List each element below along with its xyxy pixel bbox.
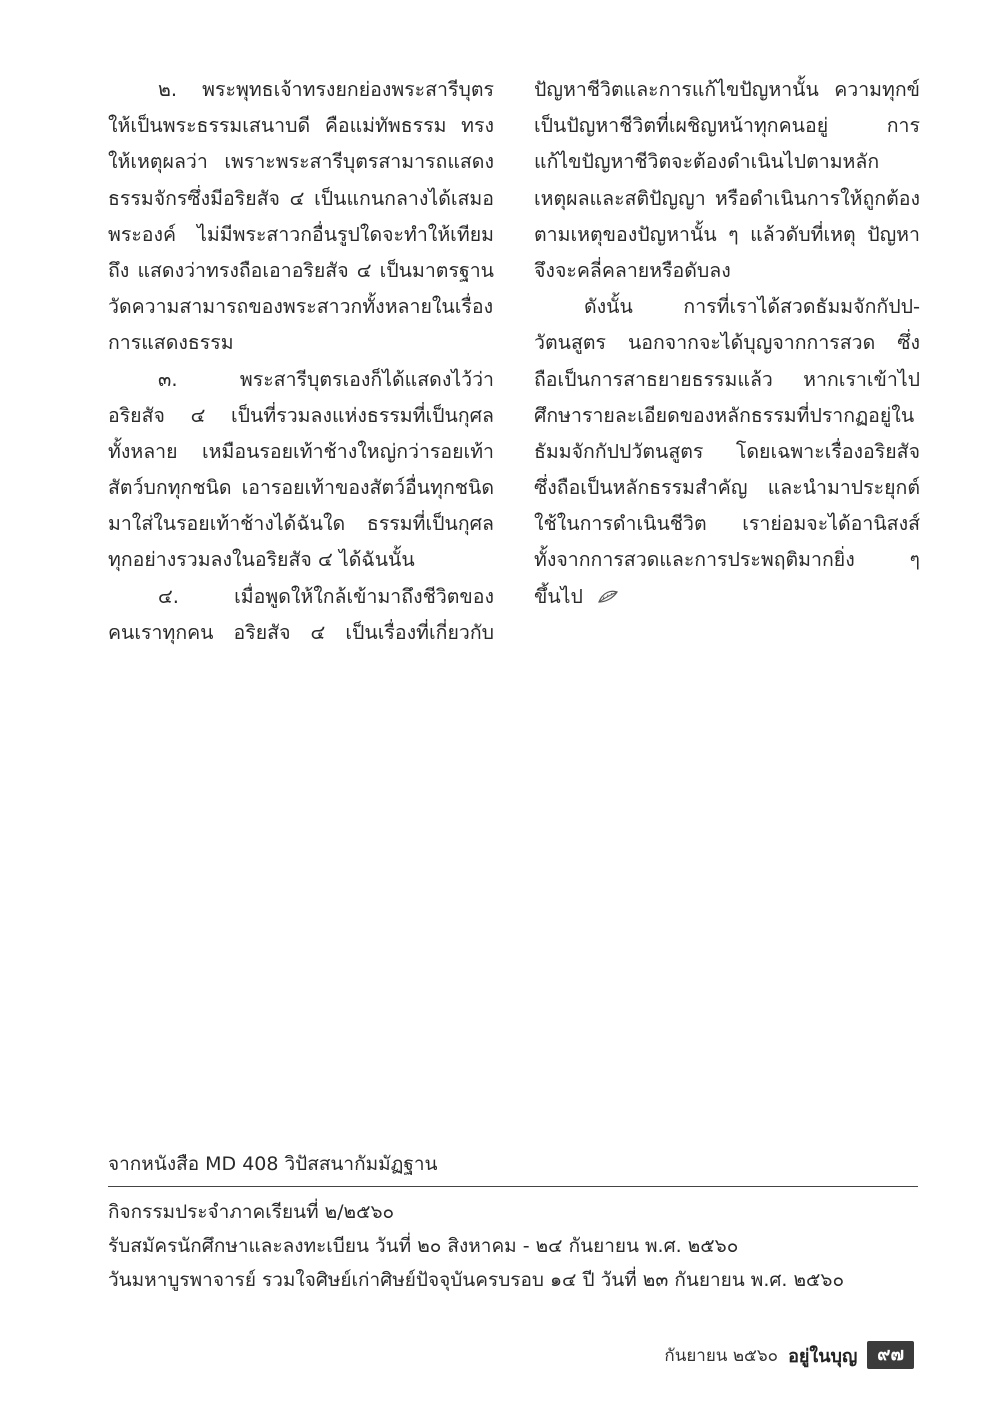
magazine-name: อยู่ในบุญ — [788, 1345, 858, 1367]
paragraph-line: พระองค์ ไม่มีพระสาวกอื่นรูปใดจะทำให้เทียม — [108, 222, 494, 246]
right-column — [534, 72, 920, 615]
paragraph-end-text: ขึ้นไป — [534, 584, 583, 608]
paragraph-line: วัดความสามารถของพระสาวกทั้งหลายในเรื่อง — [108, 295, 494, 319]
paragraph-line: ทุกอย่างรวมลงในอริยสัจ ๔ ได้ฉันนั้น — [108, 548, 415, 572]
issue-date: กันยายน ๒๕๖๐ — [664, 1345, 779, 1366]
paragraph-line: ทั้งหลาย เหมือนรอยเท้าช้างใหญ่กว่ารอยเท้า — [108, 439, 494, 463]
paragraph-line: ให้เหตุผลว่า เพราะพระสารีบุตรสามารถแสดง — [108, 150, 494, 174]
paragraph-line: ศึกษารายละเอียดของหลักธรรมที่ปรากฏอยู่ใน — [534, 403, 915, 427]
paragraph-line: ถือเป็นการสาธยายธรรมแล้ว หากเราเข้าไป — [534, 367, 920, 391]
paragraph-line: ซึ่งถือเป็นหลักธรรมสำคัญ และนำมาประยุกต์ — [534, 476, 920, 500]
paragraph-line: ๓. พระสารีบุตรเองก็ได้แสดงไว้ว่า — [158, 367, 494, 391]
paragraph-line: ตามเหตุของปัญหานั้น ๆ แล้วดับที่เหตุ ปัญหา — [534, 222, 920, 246]
paragraph-line: ๒. พระพุทธเจ้าทรงยกย่องพระสารีบุตร — [158, 78, 494, 101]
page-number: ๙๗ — [867, 1341, 914, 1369]
paragraph-line: ทั้งจากการสวดและการประพฤติมากยิ่ง ๆ — [534, 548, 920, 572]
paragraph-line: สัตว์บกทุกชนิด เอารอยเท้าของสัตว์อื่นทุกชนิด — [108, 476, 494, 500]
footnote — [108, 1146, 918, 1297]
paragraph-line: คนเราทุกคน อริยสัจ ๔ เป็นเรื่องที่เกี่ยวกับ — [108, 620, 494, 644]
activity-info-line: กิจกรรมประจำภาคเรียนที่ ๒/๒๕๖๐ — [108, 1201, 395, 1223]
paragraph-line: ใช้ในการดำเนินชีวิต เราย่อมจะได้อานิสงส์ — [534, 512, 920, 536]
paragraph-line: ปัญหาชีวิตและการแก้ไขปัญหานั้น ความทุกข์ — [534, 78, 920, 101]
paragraph-line: ให้เป็นพระธรรมเสนาบดี คือแม่ทัพธรรม ทรง — [108, 114, 494, 138]
paragraph-line: ดังนั้น การที่เราได้สวดธัมมจักกัปป- — [584, 295, 920, 319]
page-footer — [664, 1340, 914, 1370]
paragraph-line: วัตนสูตร นอกจากจะได้บุญจากการสวด ซึ่ง — [534, 331, 920, 355]
paragraph-line: ธรรมจักรซึ่งมีอริยสัจ ๔ เป็นแกนกลางได้เสมอ — [108, 186, 494, 210]
left-column — [108, 72, 494, 651]
paragraph-line: ธัมมจักกัปปวัตนสูตร โดยเฉพาะเรื่องอริยสัจ — [534, 439, 920, 463]
leaf-end-mark-icon — [597, 590, 619, 604]
paragraph-line: ถึง แสดงว่าทรงถือเอาอริยสัจ ๔ เป็นมาตรฐาน — [108, 258, 494, 282]
paragraph-line: เหตุผลและสติปัญญา หรือดำเนินการให้ถูกต้อง — [534, 186, 920, 210]
paragraph-line: ๔. เมื่อพูดให้ใกล้เข้ามาถึงชีวิตของ — [158, 584, 494, 608]
paragraph-line: จึงจะคลี่คลายหรือดับลง — [534, 258, 731, 282]
paragraph-line: อริยสัจ ๔ เป็นที่รวมลงแห่งธรรมที่เป็นกุศล — [108, 403, 494, 427]
source-citation: จากหนังสือ MD 408 วิปัสสนากัมมัฏฐาน — [108, 1153, 438, 1175]
paragraph-line: มาใส่ในรอยเท้าช้างได้ฉันใด ธรรมที่เป็นกุศล — [108, 512, 494, 536]
paragraph-line: เป็นปัญหาชีวิตที่เผชิญหน้าทุกคนอยู่ การ — [534, 114, 920, 138]
paragraph-line: แก้ไขปัญหาชีวิตจะต้องดำเนินไปตามหลัก — [534, 150, 880, 174]
activity-info-line: รับสมัครนักศึกษาและลงทะเบียน วันที่ ๒๐ สิงหาคม - ๒๔ กันยายน พ.ศ. ๒๕๖๐ — [108, 1235, 739, 1257]
divider — [108, 1186, 918, 1187]
paragraph-line: การแสดงธรรม — [108, 331, 234, 355]
paragraph-line-end — [534, 579, 920, 615]
activity-info-line: วันมหาบูรพาจารย์ รวมใจศิษย์เก่าศิษย์ปัจจุบันครบรอบ ๑๔ ปี วันที่ ๒๓ กันยายน พ.ศ. ๒๕๖๐ — [108, 1269, 845, 1291]
